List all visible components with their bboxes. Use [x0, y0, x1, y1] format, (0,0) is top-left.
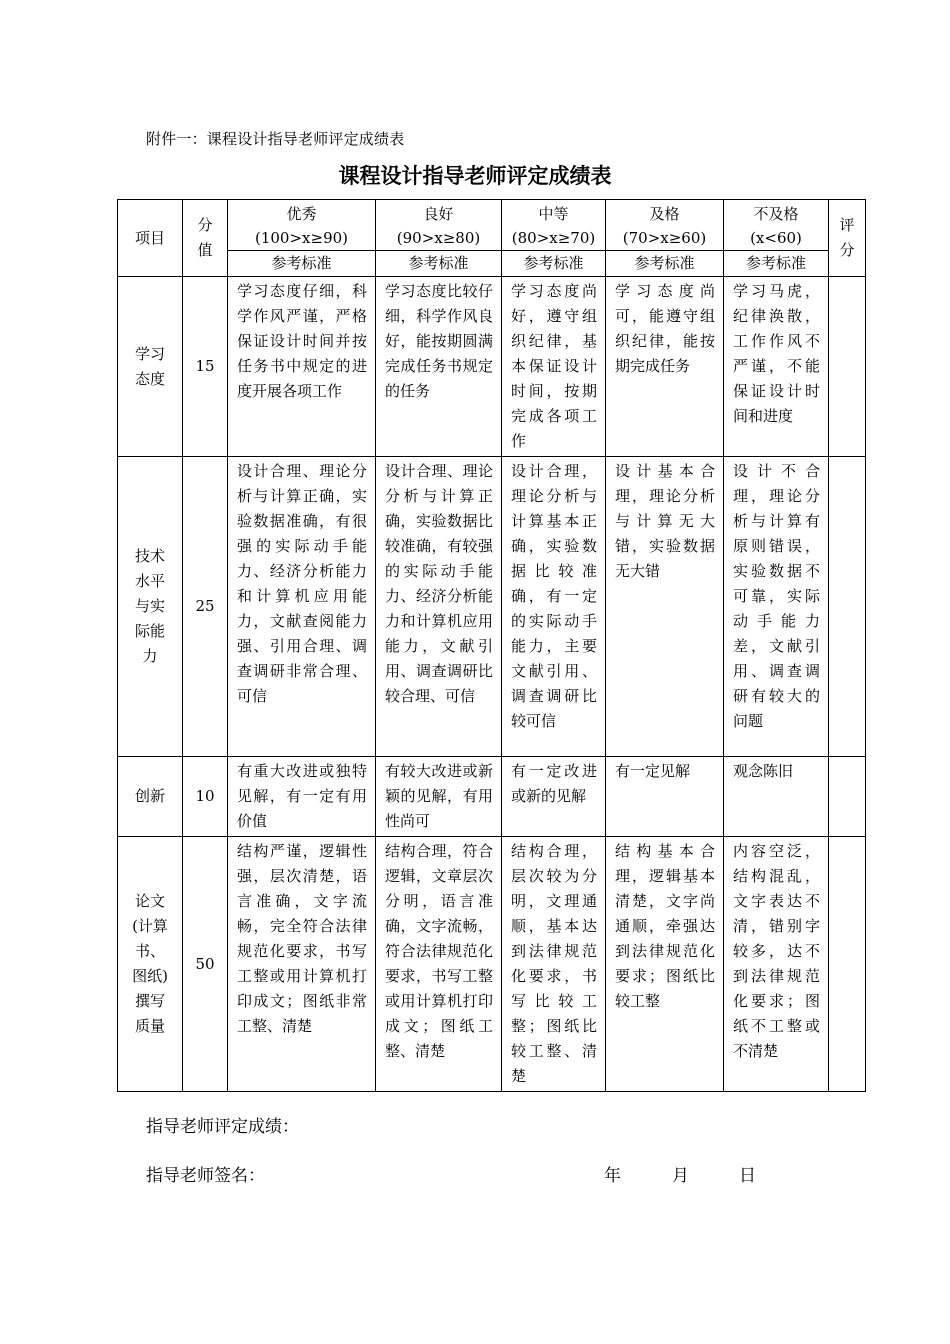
page-title: 课程设计指导老师评定成绩表 [338, 164, 612, 188]
criteria-cell: 结构基本合理，逻辑基本清楚，文字尚通顺，牵强达到法律规范化要求；图纸比较工整 [606, 837, 724, 1092]
grade-label: 指导老师评定成绩： [146, 1117, 299, 1137]
reference-label: 参考标准 [606, 251, 724, 277]
criteria-cell: 设计合理、理论分析与计算正确，实验数据比较准确，有较强的实际动手能力、经济分析能力和计算机应用能力，文献引用、调查调研比较合理、可信 [376, 457, 502, 757]
criteria-cell: 有重大改进或独特见解，有一定有用价值 [228, 757, 376, 837]
criteria-cell: 内容空泛，结构混乱，文字表达不清，错别字较多，达不到法律规范化要求；图纸不工整或不清楚 [724, 837, 829, 1092]
criteria-cell: 学习马虎，纪律涣散，工作作风不严谨，不能保证设计时间和进度 [724, 277, 829, 457]
row-score: 10 [183, 757, 228, 837]
signature-label: 指导老师签名： [146, 1166, 265, 1186]
row-item: 论文 (计算 书、 图纸) 撰写 质量 [118, 837, 183, 1092]
criteria-cell: 学习态度尚可，能遵守组织纪律，能按期完成任务 [606, 277, 724, 457]
row-score: 25 [183, 457, 228, 757]
header-row [118, 200, 866, 251]
criteria-cell: 学习态度比较仔细，科学作风良好，能按期圆满完成任务书规定的任务 [376, 277, 502, 457]
header-level: 中等 (80>x≥70) [502, 200, 606, 251]
header-level: 及格 (70>x≥60) [606, 200, 724, 251]
criteria-cell: 观念陈旧 [724, 757, 829, 837]
table-row [118, 757, 866, 837]
reference-row [118, 251, 866, 277]
row-score: 50 [183, 837, 228, 1092]
criteria-cell: 设计合理、理论分析与计算正确，实验数据准确，有很强的实际动手能力、经济分析能力和计算机应用能力，文献查阅能力强、引用合理、调查调研非常合理、可信 [228, 457, 376, 757]
header-level: 良好 (90>x≥80) [376, 200, 502, 251]
header-score: 分 值 [183, 200, 228, 277]
row-score: 15 [183, 277, 228, 457]
table-row [118, 837, 866, 1092]
criteria-cell: 结构合理，层次较为分明，文理通顺，基本达到法律规范化要求，书写比较工整；图纸比较工整、清楚 [502, 837, 606, 1092]
attachment-label: 附件一：课程设计指导老师评定成绩表 [146, 130, 405, 148]
criteria-cell: 有一定改进或新的见解 [502, 757, 606, 837]
header-item: 项目 [118, 200, 183, 277]
criteria-cell: 设计合理，理论分析与计算基本正确，实验数据比较准确，有一定的实际动手能力，主要文献引用、调查调研比较可信 [502, 457, 606, 757]
header-level: 不及格 (x<60) [724, 200, 829, 251]
row-item: 学习 态度 [118, 277, 183, 457]
month-label: 月 [672, 1166, 689, 1186]
criteria-cell: 结构合理，符合逻辑，文章层次分明，语言准确，文字流畅，符合法律规范化要求，书写工整或用计算机打印成文；图纸工整、清楚 [376, 837, 502, 1092]
header-eval: 评 分 [829, 200, 866, 277]
table-row [118, 277, 866, 457]
criteria-cell: 结构严谨，逻辑性强，层次清楚，语言准确，文字流畅，完全符合法律规范化要求，书写工整或用计算机打印成文；图纸非常工整、清楚 [228, 837, 376, 1092]
row-item: 创新 [118, 757, 183, 837]
reference-label: 参考标准 [502, 251, 606, 277]
day-label: 日 [739, 1166, 756, 1186]
reference-label: 参考标准 [724, 251, 829, 277]
criteria-cell: 有一定见解 [606, 757, 724, 837]
eval-cell[interactable] [829, 837, 866, 1092]
eval-cell[interactable] [829, 457, 866, 757]
criteria-cell: 学习态度尚好，遵守组织纪律，基本保证设计时间，按期完成各项工作 [502, 277, 606, 457]
criteria-cell: 设计不合理，理论分析与计算有原则错误，实验数据不可靠，实际动手能力差，文献引用、调查调研有较大的问题 [724, 457, 829, 757]
row-item: 技术 水平 与实 际能 力 [118, 457, 183, 757]
eval-cell[interactable] [829, 277, 866, 457]
year-label: 年 [604, 1166, 621, 1186]
table-row [118, 457, 866, 757]
criteria-cell: 有较大改进或新颖的见解，有用性尚可 [376, 757, 502, 837]
eval-cell[interactable] [829, 757, 866, 837]
criteria-cell: 设计基本合理，理论分析与计算无大错，实验数据无大错 [606, 457, 724, 757]
criteria-cell: 学习态度仔细，科学作风严谨，严格保证设计时间并按任务书中规定的进度开展各项工作 [228, 277, 376, 457]
reference-label: 参考标准 [376, 251, 502, 277]
header-level: 优秀 (100>x≥90) [228, 200, 376, 251]
reference-label: 参考标准 [228, 251, 376, 277]
grading-table [117, 199, 866, 1092]
